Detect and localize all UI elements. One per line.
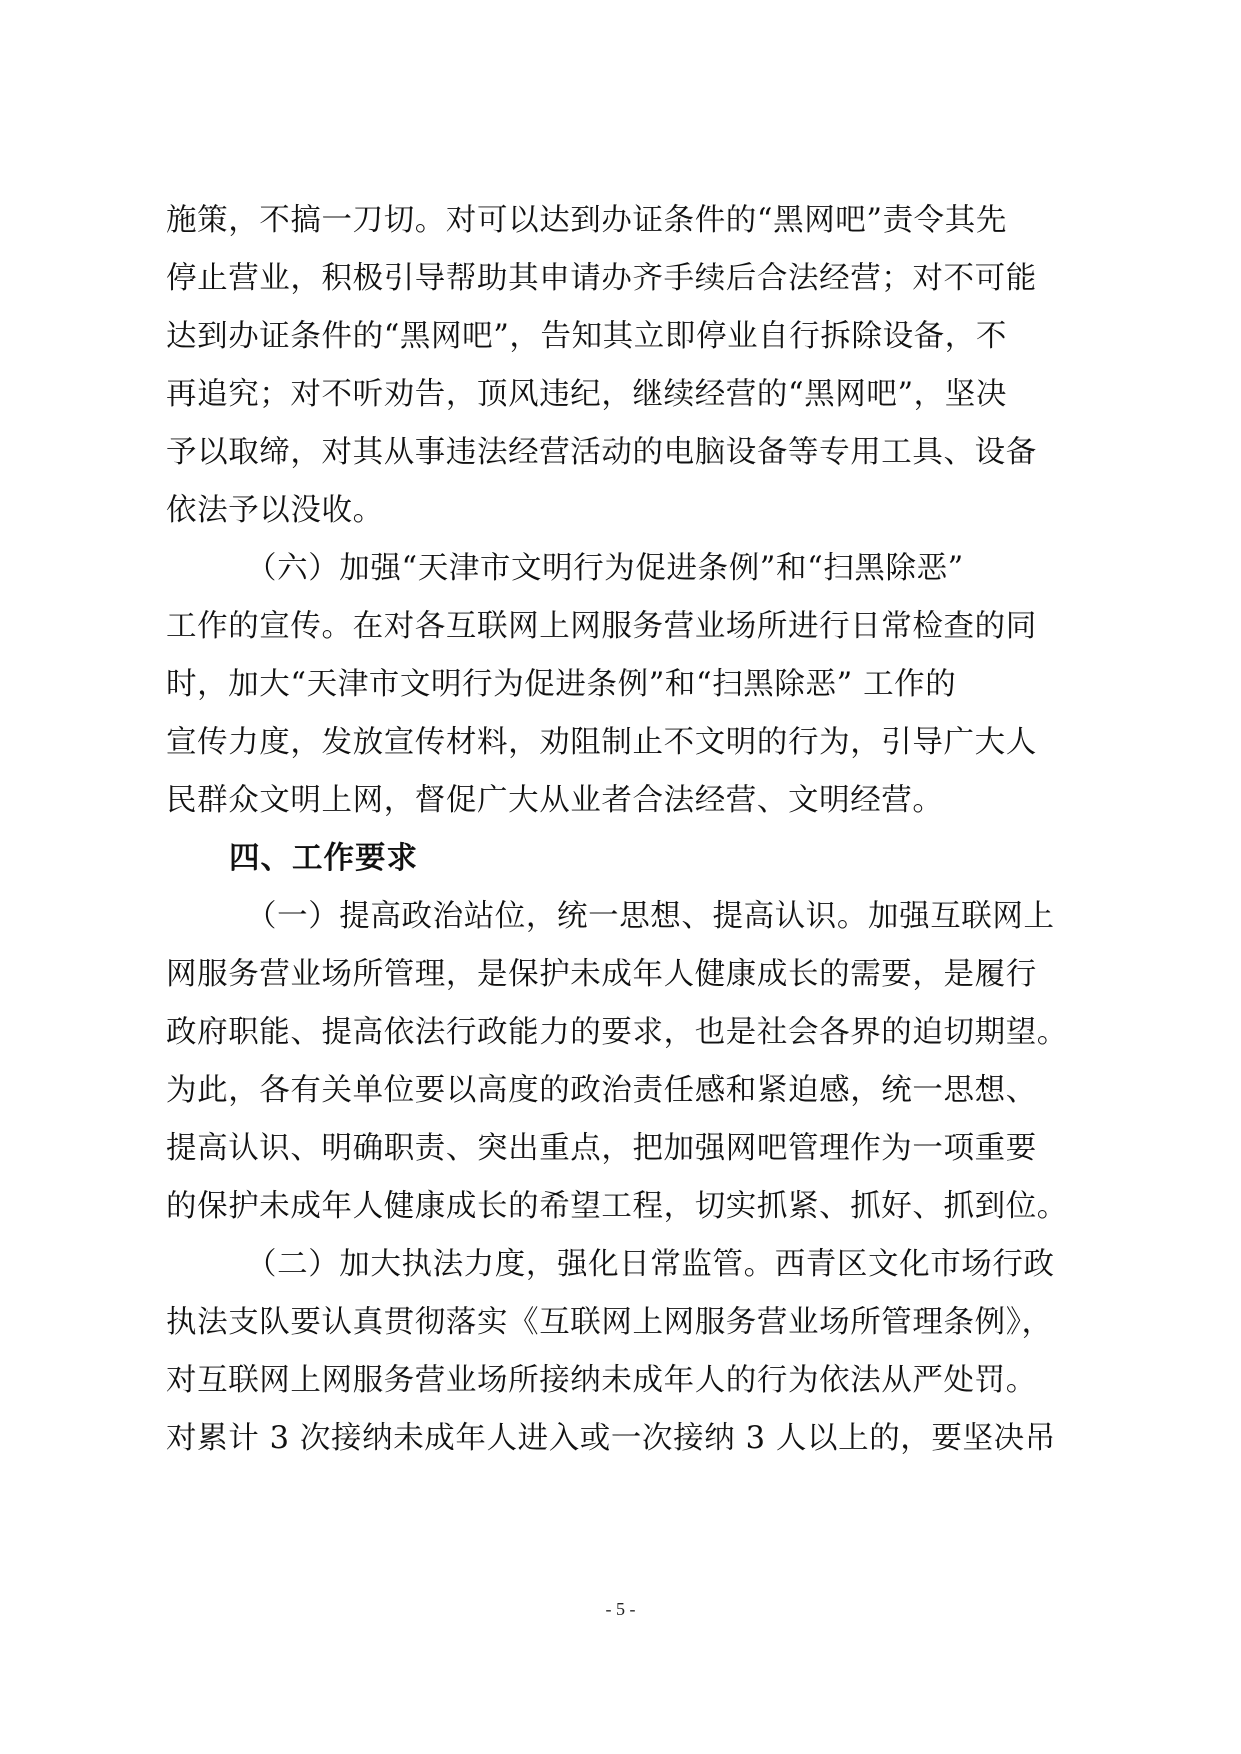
text-line: 提高认识、明确职责、突出重点，把加强网吧管理作为一项重要 [166,1131,1037,1166]
text-line: 对互联网上网服务营业场所接纳未成年人的行为依法从严处罚。 [166,1363,1037,1398]
text-line: 政府职能、提高依法行政能力的要求，也是社会各界的迫切期望。 [166,1015,1068,1050]
subsection-heading-2: （二）加大执法力度，强化日常监管。西青区文化市场行政 [246,1247,1055,1282]
text-line: 施策，不搞一刀切。对可以达到办证条件的“黑网吧”责令其先 [166,203,1007,238]
subsection-heading-1: （一）提高政治站位，统一思想、提高认识。加强互联网上 [246,899,1055,934]
text-line: 的保护未成年人健康成长的希望工程，切实抓紧、抓好、抓到位。 [166,1189,1068,1224]
text-line: 依法予以没收。 [166,493,384,528]
text-line: 网服务营业场所管理，是保护未成年人健康成长的需要，是履行 [166,957,1037,992]
text-line: 民群众文明上网，督促广大从业者合法经营、文明经营。 [166,783,944,818]
text-line: 达到办证条件的“黑网吧”，告知其立即停业自行拆除设备，不 [166,319,1007,354]
text-line: 再追究；对不听劝告，顶风违纪，继续经营的“黑网吧”，坚决 [166,377,1007,412]
text-line: 工作的宣传。在对各互联网上网服务营业场所进行日常检查的同 [166,609,1037,644]
subsection-heading-6: （六）加强“天津市文明行为促进条例”和“扫黑除恶” [246,551,964,586]
section-heading: 四、工作要求 [229,841,418,876]
page-number: - 5 - [605,1599,636,1619]
text-line: 停止营业，积极引导帮助其申请办齐手续后合法经营；对不可能 [166,261,1037,296]
text-line: 对累计 3 次接纳未成年人进入或一次接纳 3 人以上的，要坚决吊 [166,1421,1056,1456]
text-line: 宣传力度，发放宣传材料，劝阻制止不文明的行为，引导广大人 [166,725,1037,760]
text-line: 为此，各有关单位要以高度的政治责任感和紧迫感，统一思想、 [166,1073,1037,1108]
text-line: 执法支队要认真贯彻落实《互联网上网服务营业场所管理条例》， [166,1305,1053,1340]
text-line: 时，加大“天津市文明行为促进条例”和“扫黑除恶” 工作的 [166,667,957,702]
text-line: 予以取缔，对其从事违法经营活动的电脑设备等专用工具、设备 [166,435,1037,470]
